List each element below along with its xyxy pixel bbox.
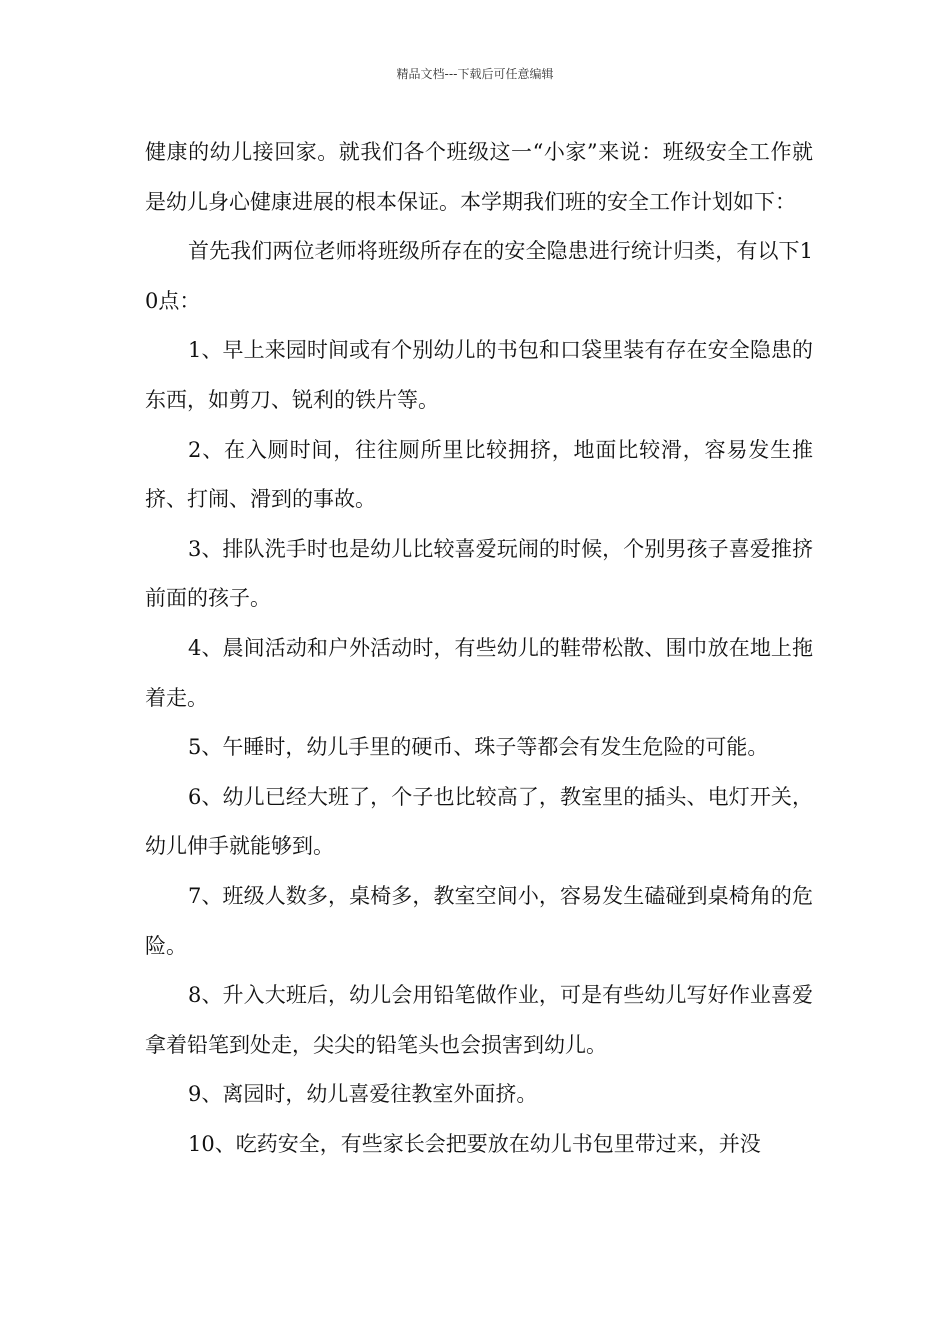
list-item-hazard-3: 3、排队洗手时也是幼儿比较喜爱玩闹的时候，个别男孩子喜爱推挤前面的孩子。 [145,536,813,611]
paragraph-intro-continuation: 健康的幼儿接回家。就我们各个班级这一“小家”来说：班级安全工作就是幼儿身心健康进展的根本保证。本学期我们班的安全工作计划如下： [145,140,813,214]
list-item-hazard-5: 5、午睡时，幼儿手里的硬币、珠子等都会有发生危险的可能。 [188,735,769,760]
list-item-hazard-1: 1、早上来园时间或有个别幼儿的书包和口袋里装有存在安全隐患的东西，如剪刀、锐利的铁片等。 [145,338,813,412]
list-item-hazard-7: 7、班级人数多，桌椅多，教室空间小，容易发生磕碰到桌椅角的危险。 [145,883,813,958]
page-header: 精品文档---下载后可任意编辑 [396,67,554,81]
paragraph-hazard-summary: 首先我们两位老师将班级所存在的安全隐患进行统计归类，有以下10点： [145,239,813,313]
list-item-hazard-8: 8、升入大班后，幼儿会用铅笔做作业，可是有些幼儿写好作业喜爱拿着铅笔到处走，尖尖的铅笔头也会损害到幼儿。 [145,983,813,1057]
document-body [145,128,813,1169]
list-item-hazard-9: 9、离园时，幼儿喜爱往教室外面挤。 [188,1082,538,1107]
list-item-hazard-4: 4、晨间活动和户外活动时，有些幼儿的鞋带松散、围巾放在地上拖着走。 [145,635,813,710]
list-item-hazard-2: 2、在入厕时间，往往厕所里比较拥挤，地面比较滑，容易发生推挤、打闹、滑到的事故。 [145,437,813,512]
list-item-hazard-10: 10、吃药安全，有些家长会把要放在幼儿书包里带过来，并没 [188,1131,761,1156]
list-item-hazard-6: 6、幼儿已经大班了，个子也比较高了，教室里的插头、电灯开关，幼儿伸手就能够到。 [145,784,813,859]
